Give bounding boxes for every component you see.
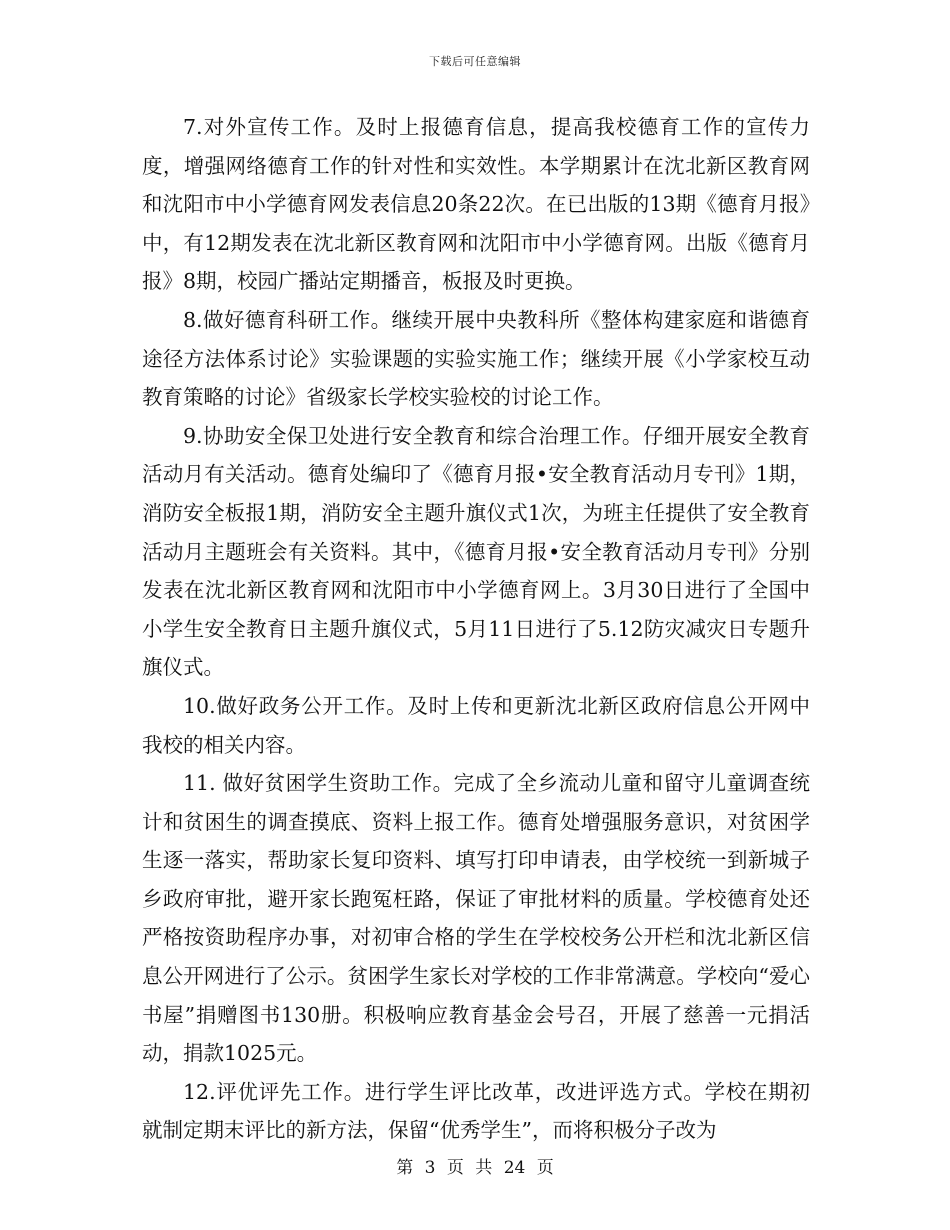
paragraph-10: 10.做好政务公开工作。及时上传和更新沈北新区政府信息公开网中我校的相关内容。 [142,693,810,757]
paragraph-11: 11. 做好贫困学生资助工作。完成了全乡流动儿童和留守儿童调查统计和贫困生的调查摸底、资料上报工作。德育处增强服务意识，对贫困学生逐一落实，帮助家长复印资料、填写打印申请表，由学校统一到新城子乡政府审批，避开家长跑冤枉路，保证了审批材料的质量。学校德育处还严格按资助程序办事，对初审合格的学生在学校校务公开栏和沈北新区信息公开网进行了公示。贫困学生家长对学校的工作非常满意。学校向“爱心书屋”捐赠图书130册。积极响应教育基金会号召，开展了慈善一元捐活动，捐款1025元。 [142,771,810,1066]
paragraph-9: 9.协助安全保卫处进行安全教育和综合治理工作。仔细开展安全教育活动月有关活动。德育处编印了《德育月报•安全教育活动月专刊》1期，消防安全板报1期，消防安全主题升旗仪式1次，为班主任提供了安全教育活动月主题班会有关资料。其中，《德育月报•安全教育活动月专刊》分别发表在沈北新区教育网和沈阳市中小学德育网上。3月30日进行了全国中小学生安全教育日主题升旗仪式，5月11日进行了5.12防灾减灾日专题升旗仪式。 [142,423,810,680]
page-number: 第 3 页 共 24 页 [396,1158,554,1178]
paragraph-8: 8.做好德育科研工作。继续开展中央教科所《整体构建家庭和谐德育途径方法体系讨论》实验课题的实验实施工作；继续开展《小学家校互动教育策略的讨论》省级家长学校实验校的讨论工作。 [142,307,810,410]
page-header: 下载后可任意编辑 [429,55,521,68]
page-footer [0,1153,950,1178]
document-body [142,108,810,1150]
paragraph-7: 7.对外宣传工作。及时上报德育信息，提高我校德育工作的宣传力度，增强网络德育工作的针对性和实效性。本学期累计在沈北新区教育网和沈阳市中小学德育网发表信息20条22次。在已出版的13期《德育月报》中，有12期发表在沈北新区教育网和沈阳市中小学德育网。出版《德育月报》8期，校园广播站定期播音，板报及时更换。 [142,115,810,294]
paragraph-12: 12.评优评先工作。进行学生评比改革，改进评选方式。学校在期初就制定期末评比的新方法，保留“优秀学生”，而将积极分子改为 [142,1079,810,1143]
